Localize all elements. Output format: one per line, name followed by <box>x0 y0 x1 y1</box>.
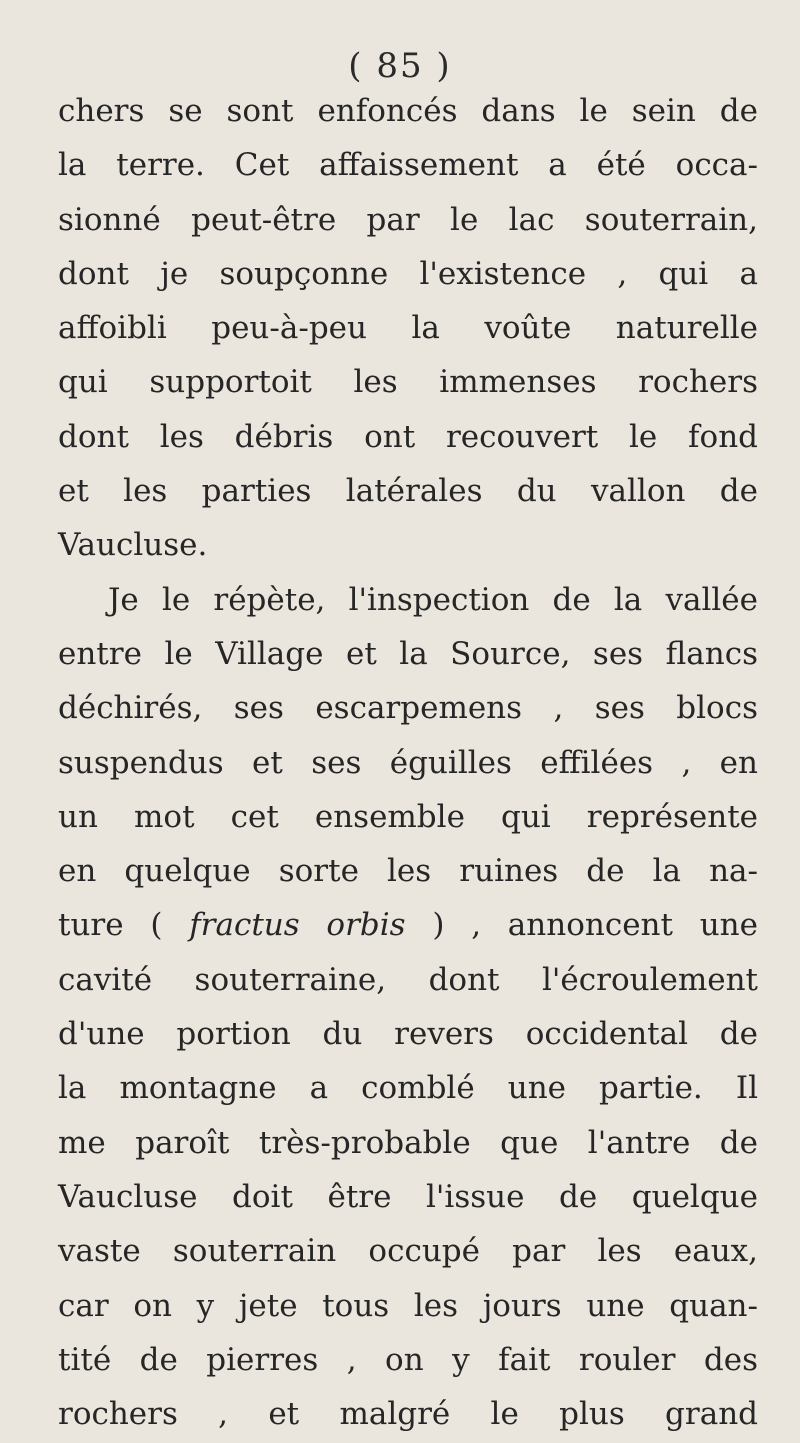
text-line: en quelque sorte les ruines de la na- <box>58 853 758 890</box>
text-line: dont je soupçonne l'existence , qui a <box>58 255 758 292</box>
line-text-after: ) , annoncent une <box>432 907 758 944</box>
paragraph-start-line: Je le répète, l'inspection de la vallée <box>108 581 758 618</box>
latin-phrase: fractus orbis <box>189 907 406 944</box>
text-line: déchirés, ses escarpemens , ses blocs <box>58 690 758 727</box>
text-line: la terre. Cet affaissement a été occa- <box>58 147 758 184</box>
text-line: dont les débris ont recouvert le fond <box>58 418 758 455</box>
text-line: un mot cet ensemble qui représente <box>58 798 758 835</box>
text-line: tité de pierres , on y fait rouler des <box>58 1341 758 1378</box>
text-line: me paroît très-probable que l'antre de <box>58 1124 758 1161</box>
text-line: et les parties latérales du vallon de <box>58 473 758 510</box>
body-text <box>58 84 758 1441</box>
text-line: sionné peut-être par le lac souterrain, <box>58 201 758 238</box>
text-line: affoibli peu-à-peu la voûte naturelle <box>58 310 758 347</box>
text-line: d'une portion du revers occidental de <box>58 1016 758 1053</box>
text-line: Vaucluse. <box>58 527 208 564</box>
text-line: cavité souterraine, dont l'écroulement <box>58 961 758 998</box>
text-line: car on y jete tous les jours une quan- <box>58 1287 758 1324</box>
line-text-before: ture ( <box>58 907 163 944</box>
text-line-with-latin <box>58 898 758 952</box>
text-line: rochers , et malgré le plus grand <box>58 1396 758 1433</box>
text-line: suspendus et ses éguilles effilées , en <box>58 744 758 781</box>
text-line: entre le Village et la Source, ses flancs <box>58 635 758 672</box>
text-line: Vaucluse doit être l'issue de quelque <box>58 1178 758 1215</box>
text-line: la montagne a comblé une partie. Il <box>58 1070 758 1107</box>
text-line: qui supportoit les immenses rochers <box>58 364 758 401</box>
text-line: chers se sont enfoncés dans le sein de <box>58 93 758 129</box>
page-number: ( 85 ) <box>348 46 452 86</box>
text-line: vaste souterrain occupé par les eaux, <box>58 1233 758 1270</box>
